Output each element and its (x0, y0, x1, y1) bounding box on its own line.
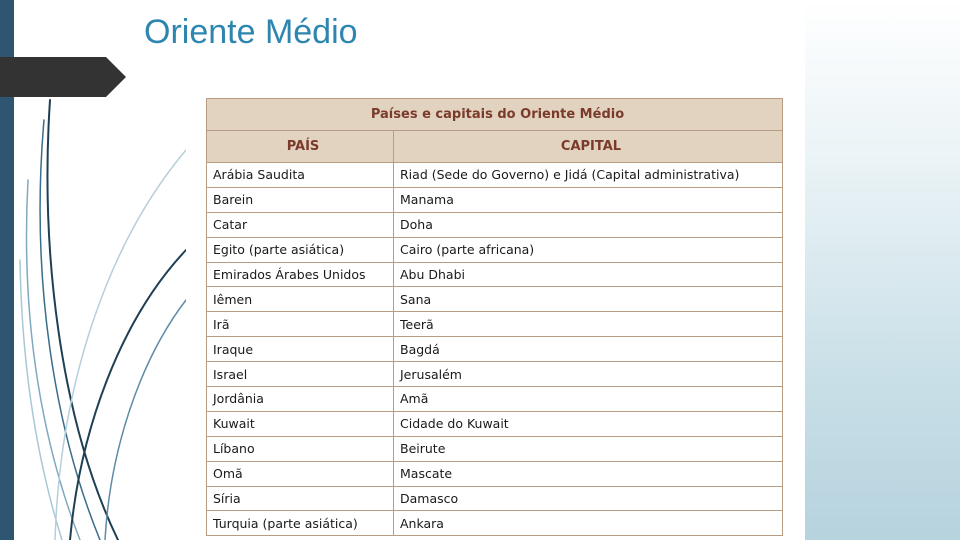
table-row (207, 163, 783, 188)
capital-cell: Riad (Sede do Governo) e Jidá (Capital administrativa) (394, 163, 783, 188)
table-row (207, 436, 783, 461)
country-cell: Catar (207, 212, 394, 237)
country-cell: Iraque (207, 337, 394, 362)
table-row (207, 461, 783, 486)
capital-cell: Amã (394, 387, 783, 412)
country-cell: Arábia Saudita (207, 163, 394, 188)
capital-cell: Jerusalém (394, 362, 783, 387)
country-cell: Líbano (207, 436, 394, 461)
capital-cell: Mascate (394, 461, 783, 486)
table-row (207, 387, 783, 412)
table-caption: Países e capitais do Oriente Médio (207, 99, 783, 131)
table-row (207, 486, 783, 511)
country-cell: Iêmen (207, 287, 394, 312)
capital-cell: Doha (394, 212, 783, 237)
column-header-capital: CAPITAL (394, 131, 783, 163)
country-cell: Israel (207, 362, 394, 387)
table-row (207, 287, 783, 312)
table-row (207, 362, 783, 387)
capital-cell: Damasco (394, 486, 783, 511)
capital-cell: Sana (394, 287, 783, 312)
table-row (207, 187, 783, 212)
title-arrow-shape (0, 57, 126, 97)
country-cell: Omã (207, 461, 394, 486)
countries-capitals-table (206, 98, 783, 536)
table-row (207, 337, 783, 362)
capital-cell: Abu Dhabi (394, 262, 783, 287)
column-header-country: PAÍS (207, 131, 394, 163)
capital-cell: Cidade do Kuwait (394, 411, 783, 436)
table-row (207, 411, 783, 436)
table-row (207, 312, 783, 337)
country-cell: Egito (parte asiática) (207, 237, 394, 262)
country-cell: Irã (207, 312, 394, 337)
country-cell: Barein (207, 187, 394, 212)
table-row (207, 237, 783, 262)
country-cell: Kuwait (207, 411, 394, 436)
country-cell: Jordânia (207, 387, 394, 412)
country-cell: Turquia (parte asiática) (207, 511, 394, 536)
capital-cell: Manama (394, 187, 783, 212)
capital-cell: Cairo (parte africana) (394, 237, 783, 262)
capital-cell: Ankara (394, 511, 783, 536)
table-row (207, 212, 783, 237)
capital-cell: Teerã (394, 312, 783, 337)
country-cell: Emirados Árabes Unidos (207, 262, 394, 287)
country-cell: Síria (207, 486, 394, 511)
table-header-row (207, 131, 783, 163)
table-caption-row (207, 99, 783, 131)
capital-cell: Bagdá (394, 337, 783, 362)
table-row (207, 511, 783, 536)
page-title: Oriente Médio (144, 13, 358, 51)
table-row (207, 262, 783, 287)
capital-cell: Beirute (394, 436, 783, 461)
